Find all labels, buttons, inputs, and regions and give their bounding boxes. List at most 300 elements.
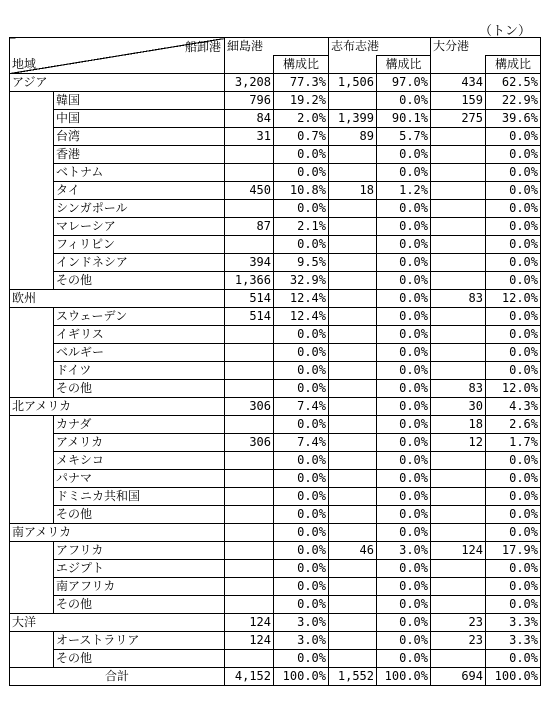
ratio-cell: 0.0% bbox=[377, 164, 431, 182]
tonnage-cell: 1,506 bbox=[329, 74, 377, 92]
indent-cell bbox=[10, 254, 54, 272]
country-name: 韓国 bbox=[54, 92, 225, 110]
region-row bbox=[10, 398, 541, 416]
tonnage-cell bbox=[431, 362, 486, 380]
tonnage-cell bbox=[431, 182, 486, 200]
total-label: 合計 bbox=[10, 668, 225, 686]
tonnage-cell bbox=[431, 218, 486, 236]
tonnage-cell bbox=[431, 146, 486, 164]
tonnage-cell bbox=[329, 236, 377, 254]
region-name: アジア bbox=[10, 74, 225, 92]
indent-cell bbox=[10, 92, 54, 110]
country-row bbox=[10, 560, 541, 578]
ratio-cell: 0.0% bbox=[377, 488, 431, 506]
region-name: 北アメリカ bbox=[10, 398, 225, 416]
tonnage-cell bbox=[225, 344, 274, 362]
country-name: アフリカ bbox=[54, 542, 225, 560]
port-header-oita: 大分港 bbox=[431, 38, 541, 56]
tonnage-cell: 124 bbox=[225, 614, 274, 632]
tonnage-cell bbox=[431, 272, 486, 290]
tonnage-cell bbox=[225, 326, 274, 344]
region-row bbox=[10, 614, 541, 632]
country-name: 中国 bbox=[54, 110, 225, 128]
country-row bbox=[10, 254, 541, 272]
country-name: ベトナム bbox=[54, 164, 225, 182]
ratio-cell: 17.9% bbox=[486, 542, 541, 560]
ratio-cell: 19.2% bbox=[274, 92, 329, 110]
ratio-cell: 0.0% bbox=[274, 380, 329, 398]
tonnage-cell bbox=[431, 344, 486, 362]
country-name: 台湾 bbox=[54, 128, 225, 146]
country-row bbox=[10, 326, 541, 344]
country-row bbox=[10, 110, 541, 128]
tonnage-cell bbox=[225, 488, 274, 506]
tonnage-cell bbox=[329, 254, 377, 272]
ratio-cell: 0.0% bbox=[274, 146, 329, 164]
indent-cell bbox=[10, 560, 54, 578]
ratio-cell: 0.0% bbox=[486, 344, 541, 362]
ratio-cell: 0.0% bbox=[377, 326, 431, 344]
ratio-cell: 0.0% bbox=[486, 362, 541, 380]
country-row bbox=[10, 218, 541, 236]
ratio-cell: 3.0% bbox=[274, 614, 329, 632]
ratio-cell: 32.9% bbox=[274, 272, 329, 290]
ratio-cell: 97.0% bbox=[377, 74, 431, 92]
ratio-cell: 0.0% bbox=[274, 200, 329, 218]
tonnage-cell bbox=[431, 578, 486, 596]
total-row bbox=[10, 668, 541, 686]
country-row bbox=[10, 488, 541, 506]
country-row bbox=[10, 200, 541, 218]
ratio-cell: 1.2% bbox=[377, 182, 431, 200]
country-row bbox=[10, 182, 541, 200]
ratio-cell: 7.4% bbox=[274, 434, 329, 452]
tonnage-cell bbox=[225, 416, 274, 434]
tonnage-cell bbox=[329, 578, 377, 596]
unit-label: （トン） bbox=[478, 24, 531, 39]
ratio-cell: 62.5% bbox=[486, 74, 541, 92]
country-row bbox=[10, 470, 541, 488]
tonnage-cell bbox=[225, 362, 274, 380]
tonnage-cell bbox=[329, 434, 377, 452]
country-row bbox=[10, 452, 541, 470]
indent-cell bbox=[10, 146, 54, 164]
tonnage-cell bbox=[329, 452, 377, 470]
country-row bbox=[10, 650, 541, 668]
ratio-cell: 0.0% bbox=[486, 236, 541, 254]
tonnage-cell bbox=[225, 578, 274, 596]
indent-cell bbox=[10, 272, 54, 290]
ratio-cell: 10.8% bbox=[274, 182, 329, 200]
ratio-cell: 5.7% bbox=[377, 128, 431, 146]
tonnage-cell bbox=[329, 524, 377, 542]
ratio-cell: 3.0% bbox=[377, 542, 431, 560]
ratio-cell: 0.0% bbox=[377, 650, 431, 668]
ratio-cell: 0.0% bbox=[377, 218, 431, 236]
tonnage-cell bbox=[431, 200, 486, 218]
country-name: エジプト bbox=[54, 560, 225, 578]
tonnage-cell bbox=[431, 524, 486, 542]
ratio-cell: 0.0% bbox=[486, 488, 541, 506]
indent-cell bbox=[10, 236, 54, 254]
ratio-cell: 3.0% bbox=[274, 632, 329, 650]
country-row bbox=[10, 380, 541, 398]
ratio-cell: 0.0% bbox=[486, 470, 541, 488]
ratio-cell: 0.0% bbox=[486, 218, 541, 236]
country-row bbox=[10, 632, 541, 650]
country-name: アメリカ bbox=[54, 434, 225, 452]
ratio-cell: 0.0% bbox=[274, 416, 329, 434]
ratio-cell: 0.0% bbox=[377, 614, 431, 632]
country-name: ドイツ bbox=[54, 362, 225, 380]
tonnage-cell bbox=[431, 308, 486, 326]
ratio-cell: 0.0% bbox=[486, 200, 541, 218]
tonnage-cell bbox=[225, 596, 274, 614]
ratio-cell: 90.1% bbox=[377, 110, 431, 128]
ratio-cell: 0.0% bbox=[377, 632, 431, 650]
ratio-cell: 0.0% bbox=[274, 452, 329, 470]
total-tonnage-cell: 694 bbox=[431, 668, 486, 686]
tonnage-cell bbox=[225, 650, 274, 668]
indent-cell bbox=[10, 182, 54, 200]
country-row bbox=[10, 146, 541, 164]
indent-cell bbox=[10, 128, 54, 146]
ratio-cell: 0.0% bbox=[377, 272, 431, 290]
tonnage-cell bbox=[225, 380, 274, 398]
tonnage-cell bbox=[329, 92, 377, 110]
tonnage-cell bbox=[329, 560, 377, 578]
ratio-header: 構成比 bbox=[377, 56, 431, 74]
ratio-cell: 0.0% bbox=[274, 236, 329, 254]
tonnage-cell bbox=[431, 452, 486, 470]
ratio-cell: 0.0% bbox=[274, 506, 329, 524]
country-row bbox=[10, 164, 541, 182]
ratio-cell: 22.9% bbox=[486, 92, 541, 110]
tonnage-cell: 30 bbox=[431, 398, 486, 416]
tonnage-cell: 124 bbox=[431, 542, 486, 560]
region-row bbox=[10, 524, 541, 542]
ratio-cell: 2.6% bbox=[486, 416, 541, 434]
ratio-cell: 0.0% bbox=[486, 578, 541, 596]
port-region-table bbox=[9, 37, 541, 686]
country-name: パナマ bbox=[54, 470, 225, 488]
indent-cell bbox=[10, 416, 54, 434]
ratio-cell: 0.0% bbox=[274, 362, 329, 380]
ratio-cell: 0.0% bbox=[486, 326, 541, 344]
total-ratio-cell: 100.0% bbox=[274, 668, 329, 686]
tonnage-cell: 1,366 bbox=[225, 272, 274, 290]
indent-cell bbox=[10, 596, 54, 614]
ratio-cell: 0.0% bbox=[486, 254, 541, 272]
ratio-cell: 0.0% bbox=[377, 92, 431, 110]
ratio-cell: 0.0% bbox=[274, 542, 329, 560]
country-name: マレーシア bbox=[54, 218, 225, 236]
tonnage-cell: 275 bbox=[431, 110, 486, 128]
country-name: スウェーデン bbox=[54, 308, 225, 326]
country-name: その他 bbox=[54, 272, 225, 290]
country-name: タイ bbox=[54, 182, 225, 200]
tonnage-cell bbox=[431, 650, 486, 668]
country-name: オーストラリア bbox=[54, 632, 225, 650]
tonnage-cell bbox=[225, 452, 274, 470]
country-name: カナダ bbox=[54, 416, 225, 434]
tonnage-cell bbox=[329, 470, 377, 488]
ratio-cell: 0.0% bbox=[486, 164, 541, 182]
ratio-cell: 0.0% bbox=[377, 344, 431, 362]
total-ratio-cell: 100.0% bbox=[486, 668, 541, 686]
indent-cell bbox=[10, 452, 54, 470]
tonnage-cell: 3,208 bbox=[225, 74, 274, 92]
port-header-hososhima: 細島港 bbox=[225, 38, 329, 56]
country-name: その他 bbox=[54, 506, 225, 524]
tonnage-cell bbox=[225, 200, 274, 218]
ratio-cell: 0.0% bbox=[274, 344, 329, 362]
ratio-cell: 0.0% bbox=[274, 560, 329, 578]
tonnage-cell: 306 bbox=[225, 398, 274, 416]
ratio-cell: 0.0% bbox=[274, 524, 329, 542]
country-name: 南アフリカ bbox=[54, 578, 225, 596]
total-tonnage-cell: 4,152 bbox=[225, 668, 274, 686]
region-row bbox=[10, 74, 541, 92]
ratio-cell: 0.0% bbox=[377, 200, 431, 218]
ratio-cell: 0.0% bbox=[486, 506, 541, 524]
tonnage-cell: 159 bbox=[431, 92, 486, 110]
tonnage-cell bbox=[329, 488, 377, 506]
indent-cell bbox=[10, 470, 54, 488]
tonnage-cell bbox=[225, 164, 274, 182]
ratio-cell: 1.7% bbox=[486, 434, 541, 452]
country-name: その他 bbox=[54, 380, 225, 398]
ratio-cell: 0.0% bbox=[274, 578, 329, 596]
tonnage-cell bbox=[329, 506, 377, 524]
ratio-cell: 0.7% bbox=[274, 128, 329, 146]
ratio-cell: 0.0% bbox=[486, 452, 541, 470]
ratio-cell: 0.0% bbox=[377, 362, 431, 380]
tonnage-cell bbox=[225, 506, 274, 524]
ratio-cell: 4.3% bbox=[486, 398, 541, 416]
indent-cell bbox=[10, 110, 54, 128]
tonnage-cell: 514 bbox=[225, 308, 274, 326]
tonnage-cell bbox=[225, 236, 274, 254]
ratio-cell: 0.0% bbox=[486, 308, 541, 326]
tonnage-cell bbox=[431, 236, 486, 254]
ratio-cell: 7.4% bbox=[274, 398, 329, 416]
tonnage-cell: 796 bbox=[225, 92, 274, 110]
country-name: シンガポール bbox=[54, 200, 225, 218]
total-tonnage-cell: 1,552 bbox=[329, 668, 377, 686]
ratio-cell: 0.0% bbox=[377, 308, 431, 326]
tonnage-cell bbox=[225, 542, 274, 560]
header-row-1 bbox=[10, 38, 541, 56]
country-row bbox=[10, 596, 541, 614]
tonnage-cell bbox=[329, 290, 377, 308]
tonnage-cell: 87 bbox=[225, 218, 274, 236]
ratio-cell: 12.4% bbox=[274, 308, 329, 326]
country-name: その他 bbox=[54, 650, 225, 668]
country-row bbox=[10, 308, 541, 326]
tonnage-cell bbox=[431, 164, 486, 182]
country-name: その他 bbox=[54, 596, 225, 614]
tonnage-cell bbox=[225, 560, 274, 578]
country-row bbox=[10, 92, 541, 110]
ratio-cell: 12.0% bbox=[486, 380, 541, 398]
ratio-cell: 77.3% bbox=[274, 74, 329, 92]
tonnage-cell bbox=[329, 416, 377, 434]
tonnage-cell: 46 bbox=[329, 542, 377, 560]
tonnage-cell bbox=[329, 398, 377, 416]
tonnage-cell bbox=[225, 470, 274, 488]
ratio-cell: 0.0% bbox=[377, 254, 431, 272]
tonnage-cell bbox=[329, 632, 377, 650]
country-name: メキシコ bbox=[54, 452, 225, 470]
ratio-cell: 0.0% bbox=[377, 596, 431, 614]
country-row bbox=[10, 434, 541, 452]
tonnage-cell: 89 bbox=[329, 128, 377, 146]
ratio-cell: 0.0% bbox=[377, 290, 431, 308]
indent-cell bbox=[10, 362, 54, 380]
region-header-label: 地域 bbox=[12, 57, 37, 71]
tonnage-cell: 83 bbox=[431, 380, 486, 398]
tonnage-cell: 514 bbox=[225, 290, 274, 308]
ratio-cell: 0.0% bbox=[486, 272, 541, 290]
tonnage-cell bbox=[329, 164, 377, 182]
country-row bbox=[10, 578, 541, 596]
tonnage-cell bbox=[431, 560, 486, 578]
tonnage-cell bbox=[431, 488, 486, 506]
country-row bbox=[10, 416, 541, 434]
tonnage-header-cell bbox=[329, 56, 377, 74]
country-row bbox=[10, 506, 541, 524]
indent-cell bbox=[10, 218, 54, 236]
ratio-cell: 0.0% bbox=[377, 146, 431, 164]
tonnage-cell bbox=[225, 524, 274, 542]
indent-cell bbox=[10, 578, 54, 596]
ratio-cell: 0.0% bbox=[274, 326, 329, 344]
indent-cell bbox=[10, 164, 54, 182]
tonnage-cell bbox=[329, 326, 377, 344]
tonnage-cell: 31 bbox=[225, 128, 274, 146]
ratio-cell: 0.0% bbox=[377, 452, 431, 470]
tonnage-cell: 124 bbox=[225, 632, 274, 650]
ratio-cell: 0.0% bbox=[377, 524, 431, 542]
ratio-cell: 0.0% bbox=[274, 488, 329, 506]
tonnage-cell bbox=[329, 344, 377, 362]
tonnage-cell bbox=[225, 146, 274, 164]
ratio-cell: 0.0% bbox=[377, 398, 431, 416]
country-row bbox=[10, 272, 541, 290]
header-diagonal-cell bbox=[10, 38, 225, 74]
region-name: 大洋 bbox=[10, 614, 225, 632]
tonnage-cell: 1,399 bbox=[329, 110, 377, 128]
ratio-cell: 0.0% bbox=[377, 236, 431, 254]
tonnage-cell: 450 bbox=[225, 182, 274, 200]
indent-cell bbox=[10, 650, 54, 668]
country-row bbox=[10, 344, 541, 362]
ratio-cell: 12.0% bbox=[486, 290, 541, 308]
ratio-cell: 0.0% bbox=[377, 434, 431, 452]
country-row bbox=[10, 236, 541, 254]
tonnage-cell bbox=[431, 128, 486, 146]
tonnage-cell: 23 bbox=[431, 614, 486, 632]
indent-cell bbox=[10, 326, 54, 344]
ratio-cell: 0.0% bbox=[486, 524, 541, 542]
ratio-cell: 0.0% bbox=[377, 470, 431, 488]
ratio-cell: 3.3% bbox=[486, 614, 541, 632]
ratio-cell: 0.0% bbox=[274, 596, 329, 614]
indent-cell bbox=[10, 434, 54, 452]
indent-cell bbox=[10, 542, 54, 560]
ratio-cell: 0.0% bbox=[486, 596, 541, 614]
ratio-cell: 9.5% bbox=[274, 254, 329, 272]
country-name: 香港 bbox=[54, 146, 225, 164]
tonnage-cell bbox=[329, 596, 377, 614]
tonnage-cell bbox=[431, 596, 486, 614]
tonnage-cell bbox=[329, 380, 377, 398]
ratio-cell: 0.0% bbox=[274, 164, 329, 182]
tonnage-cell: 12 bbox=[431, 434, 486, 452]
tonnage-header-cell bbox=[431, 56, 486, 74]
tonnage-cell bbox=[329, 200, 377, 218]
tonnage-cell: 394 bbox=[225, 254, 274, 272]
indent-cell bbox=[10, 380, 54, 398]
port-header-shibushi: 志布志港 bbox=[329, 38, 431, 56]
country-name: インドネシア bbox=[54, 254, 225, 272]
country-name: イギリス bbox=[54, 326, 225, 344]
ratio-header: 構成比 bbox=[274, 56, 329, 74]
indent-cell bbox=[10, 344, 54, 362]
tonnage-cell: 18 bbox=[431, 416, 486, 434]
tonnage-cell bbox=[431, 470, 486, 488]
ratio-cell: 2.0% bbox=[274, 110, 329, 128]
ratio-cell: 0.0% bbox=[486, 182, 541, 200]
tonnage-header-cell bbox=[225, 56, 274, 74]
tonnage-cell bbox=[431, 506, 486, 524]
region-name: 南アメリカ bbox=[10, 524, 225, 542]
country-row bbox=[10, 128, 541, 146]
tonnage-cell: 306 bbox=[225, 434, 274, 452]
ratio-cell: 0.0% bbox=[377, 380, 431, 398]
ratio-cell: 0.0% bbox=[486, 146, 541, 164]
ratio-cell: 0.0% bbox=[377, 560, 431, 578]
ratio-cell: 39.6% bbox=[486, 110, 541, 128]
ratio-cell: 0.0% bbox=[486, 650, 541, 668]
indent-cell bbox=[10, 632, 54, 650]
ratio-cell: 12.4% bbox=[274, 290, 329, 308]
country-row bbox=[10, 362, 541, 380]
ratio-cell: 0.0% bbox=[377, 578, 431, 596]
total-ratio-cell: 100.0% bbox=[377, 668, 431, 686]
ratio-cell: 0.0% bbox=[486, 560, 541, 578]
port-header-label: 船卸港 bbox=[184, 40, 221, 54]
ratio-cell: 0.0% bbox=[274, 470, 329, 488]
country-name: フィリピン bbox=[54, 236, 225, 254]
tonnage-cell bbox=[329, 362, 377, 380]
tonnage-cell: 434 bbox=[431, 74, 486, 92]
tonnage-cell bbox=[329, 146, 377, 164]
tonnage-cell: 83 bbox=[431, 290, 486, 308]
region-row bbox=[10, 290, 541, 308]
ratio-cell: 0.0% bbox=[274, 650, 329, 668]
tonnage-cell bbox=[431, 326, 486, 344]
country-name: ベルギー bbox=[54, 344, 225, 362]
ratio-header: 構成比 bbox=[486, 56, 541, 74]
country-row bbox=[10, 542, 541, 560]
ratio-cell: 2.1% bbox=[274, 218, 329, 236]
ratio-cell: 3.3% bbox=[486, 632, 541, 650]
indent-cell bbox=[10, 488, 54, 506]
indent-cell bbox=[10, 506, 54, 524]
tonnage-cell bbox=[431, 254, 486, 272]
